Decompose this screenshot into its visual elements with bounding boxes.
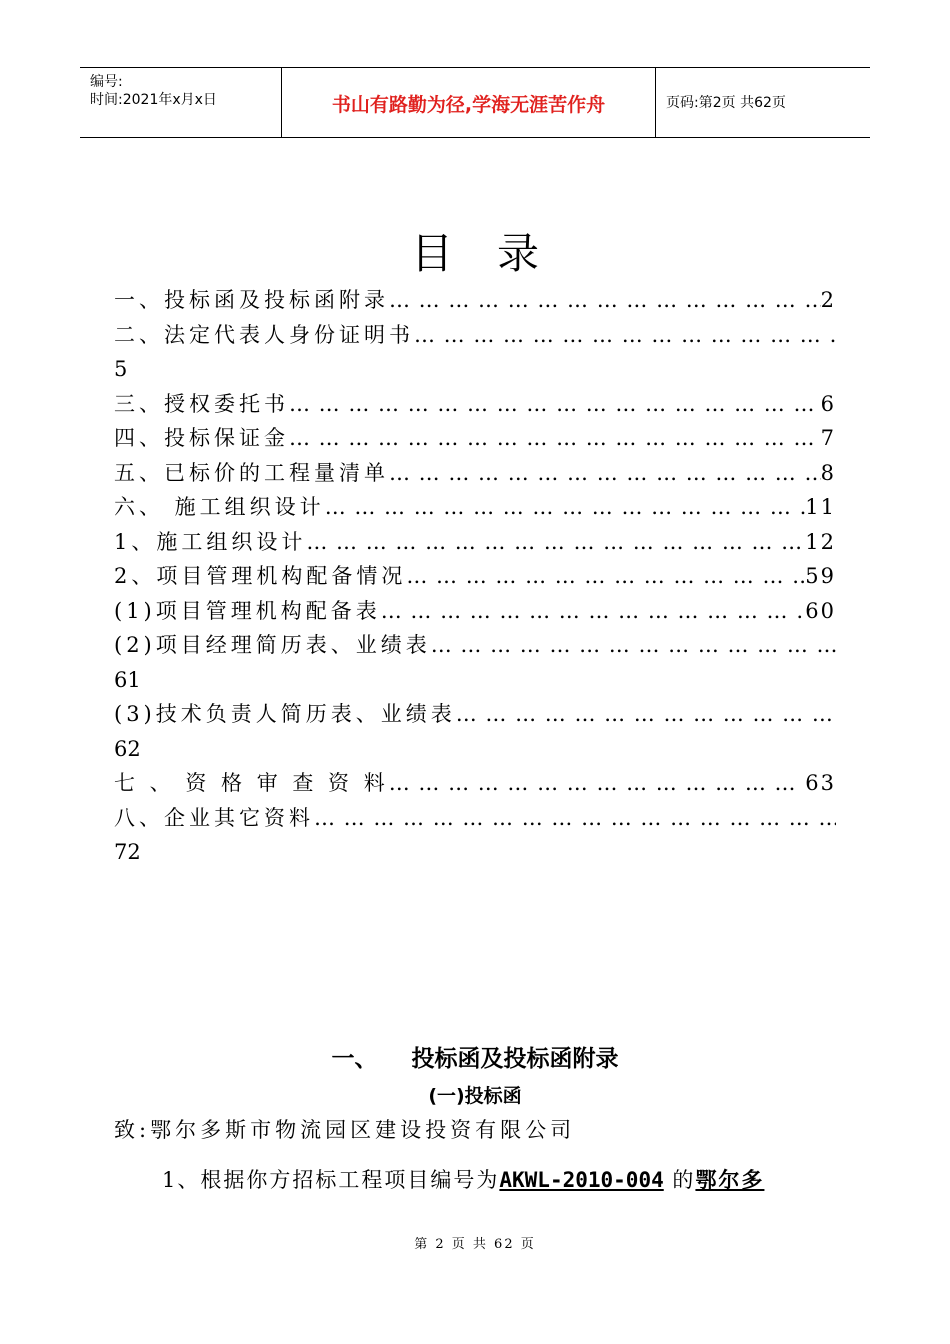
toc-leader-dots (414, 318, 836, 353)
header-motto-cell (281, 68, 656, 137)
toc-title: 目录 (410, 229, 583, 278)
toc-entry-page: 62 (114, 736, 141, 761)
toc-leader-dots (289, 387, 821, 422)
para-prefix: 1、根据你方招标工程项目编号为 (162, 1168, 500, 1192)
toc-entry-page: 63 (805, 771, 836, 795)
toc-leader-dots (306, 525, 805, 560)
toc-entry[interactable] (114, 318, 836, 353)
toc-leader-dots (389, 766, 806, 801)
table-of-contents (114, 283, 836, 870)
toc-entry-label: 七 、 资 格 审 查 资 料 (114, 771, 389, 795)
header-page-info: 页码:第2页 共62页 (666, 95, 786, 111)
section-heading (0, 1040, 950, 1073)
toc-entry[interactable] (114, 421, 836, 456)
addressee-line: 致:鄂尔多斯市物流园区建设投资有限公司 (114, 1118, 576, 1142)
toc-entry[interactable] (114, 456, 836, 491)
toc-entry[interactable] (114, 490, 836, 525)
page-footer: 第 2 页 共 62 页 (414, 1237, 536, 1252)
toc-entry-label: (3)技术负责人简历表、业绩表 (114, 702, 456, 726)
toc-entry[interactable] (114, 594, 836, 629)
toc-entry[interactable] (114, 283, 836, 318)
para-mid: 的 (663, 1168, 696, 1192)
toc-entry-label: 六、 施工组织设计 (114, 495, 325, 519)
toc-entry-page: 60 (805, 598, 836, 623)
toc-leader-dots (431, 628, 836, 663)
body-paragraph (162, 1163, 764, 1197)
toc-leader-dots (406, 559, 805, 594)
toc-entry-label: 1、施工组织设计 (114, 529, 307, 554)
header-page-cell (656, 68, 870, 137)
toc-entry-page: 11 (805, 495, 836, 519)
toc-entry-label: (2)项目经理简历表、业绩表 (114, 633, 431, 657)
page-header (80, 67, 870, 138)
toc-leader-dots (389, 456, 821, 491)
toc-leader-dots (389, 283, 821, 318)
toc-entry-page: 61 (114, 667, 141, 692)
toc-entry[interactable] (114, 628, 836, 663)
toc-entry-page: 59 (805, 564, 836, 588)
toc-entry[interactable] (114, 525, 836, 560)
toc-entry-page: 8 (820, 460, 836, 485)
toc-leader-dots (381, 594, 806, 629)
toc-entry-label: 五、已标价的工程量清单 (114, 460, 389, 485)
motto-text: 书山有路勤为径,学海无涯苦作舟 (331, 94, 606, 116)
toc-leader-dots (314, 801, 836, 836)
toc-leader-dots (289, 421, 821, 456)
toc-leader-dots (325, 490, 806, 525)
toc-entry-label: 2、项目管理机构配备情况 (114, 564, 407, 588)
section-heading-text: 投标函及投标函附录 (411, 1046, 619, 1072)
toc-entry[interactable] (114, 387, 836, 422)
toc-entry-label: (1)项目管理机构配备表 (114, 598, 381, 623)
section-subheading: (一)投标函 (428, 1085, 522, 1107)
toc-entry-label: 八、企业其它资料 (114, 805, 314, 830)
toc-entry-label: 三、授权委托书 (114, 391, 289, 416)
toc-entry-page: 2 (820, 288, 836, 312)
toc-entry-page: 12 (805, 529, 836, 554)
toc-entry-page: 7 (820, 426, 836, 450)
header-info-cell (80, 68, 281, 137)
toc-entry-page: 5 (114, 357, 128, 381)
project-name-start: 鄂尔多 (695, 1167, 765, 1192)
toc-entry-label: 四、投标保证金 (114, 426, 289, 450)
toc-entry-page: 6 (820, 391, 836, 416)
toc-entry[interactable] (114, 801, 836, 836)
toc-entry-label: 一、投标函及投标函附录 (114, 288, 389, 312)
toc-entry-label: 二、法定代表人身份证明书 (114, 322, 414, 347)
toc-entry[interactable] (114, 697, 836, 732)
project-code: AKWL-2010-004 (499, 1168, 664, 1192)
toc-entry-page: 72 (114, 840, 141, 864)
toc-leader-dots (456, 697, 836, 732)
number-label: 编号: (90, 74, 123, 90)
section-heading-number: 一、 (331, 1046, 378, 1072)
time-label: 时间:2021年x月x日 (90, 92, 217, 108)
toc-entry[interactable] (114, 766, 836, 801)
toc-entry[interactable] (114, 559, 836, 594)
